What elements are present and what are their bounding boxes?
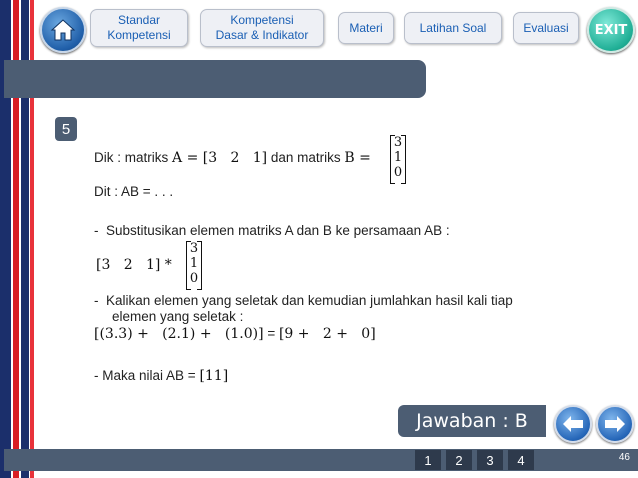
column-vector-cell: 0 xyxy=(189,271,199,286)
matrix-b-cell: 0 xyxy=(393,165,403,180)
arrow-left-icon xyxy=(562,415,584,433)
matrix-b-cell: 3 xyxy=(393,135,403,150)
matrix-b-label: B = xyxy=(344,150,371,166)
footer-bar xyxy=(4,449,638,471)
step-kalikan-1: - Kalikan elemen yang seletak dan kemudian jumlahkan hasil kali tiap xyxy=(94,293,513,308)
calc-eq: = xyxy=(263,326,279,341)
nav-standar-kompetensi[interactable] xyxy=(90,9,188,47)
page-button-3[interactable] xyxy=(477,450,503,470)
calc-line xyxy=(94,326,376,342)
answer-box xyxy=(398,405,546,437)
dik-prefix: Dik : matriks xyxy=(94,150,173,165)
next-button[interactable] xyxy=(596,405,634,443)
page-label: 3 xyxy=(486,452,494,468)
nav-materi[interactable] xyxy=(338,12,394,44)
column-vector-cell: 1 xyxy=(189,256,199,271)
slide-number: 46 xyxy=(618,452,630,463)
result-prefix: - Maka nilai AB = xyxy=(94,368,200,383)
dik-line xyxy=(94,150,371,166)
nav-latihan-soal[interactable] xyxy=(404,12,502,44)
result-line xyxy=(94,368,228,384)
question-number-badge xyxy=(55,117,77,141)
result-value: [11] xyxy=(199,368,229,384)
page-label: 2 xyxy=(455,452,463,468)
row-vector-expr: [3 2 1] * xyxy=(96,257,172,273)
matrix-a: A = [3 2 1] xyxy=(172,150,268,166)
exit-button[interactable] xyxy=(587,7,635,53)
home-button[interactable] xyxy=(40,7,86,53)
nav-kompetensi-label: Kompetensi Dasar & Indikator xyxy=(215,13,309,42)
step-substitusi: - Substitusikan elemen matriks A dan B ke persamaan AB : xyxy=(94,223,450,238)
nav-latihan-label: Latihan Soal xyxy=(419,20,487,35)
column-vector xyxy=(186,241,202,288)
nav-evaluasi[interactable] xyxy=(513,12,579,44)
page-label: 4 xyxy=(517,452,525,468)
prev-button[interactable] xyxy=(554,405,592,443)
arrow-right-icon xyxy=(604,415,626,433)
matrix-b-vector xyxy=(390,135,406,182)
dik-mid: dan matriks xyxy=(267,150,345,165)
calc-right: [9 + 2 + 0] xyxy=(278,326,376,342)
exit-label: EXIT xyxy=(594,22,628,38)
page-button-2[interactable] xyxy=(446,450,472,470)
nav-standar-label: Standar Kompetensi xyxy=(107,13,171,42)
nav-materi-label: Materi xyxy=(349,20,383,35)
title-bar xyxy=(4,60,426,98)
column-vector-cell: 3 xyxy=(189,241,199,256)
nav-evaluasi-label: Evaluasi xyxy=(523,20,569,35)
page-label: 1 xyxy=(424,452,432,468)
step-kalikan-2: elemen yang seletak : xyxy=(112,309,244,324)
matrix-b-cell: 1 xyxy=(393,150,403,165)
dit-line: Dit : AB = . . . xyxy=(94,184,174,199)
page-button-1[interactable] xyxy=(415,450,441,470)
question-number: 5 xyxy=(61,120,71,138)
home-icon xyxy=(50,18,76,42)
nav-kompetensi-dasar[interactable] xyxy=(200,9,324,47)
page-button-4[interactable] xyxy=(508,450,534,470)
calc-left: [(3.3) + (2.1) + (1.0)] xyxy=(94,326,264,342)
answer-label: Jawaban : B xyxy=(416,410,528,432)
